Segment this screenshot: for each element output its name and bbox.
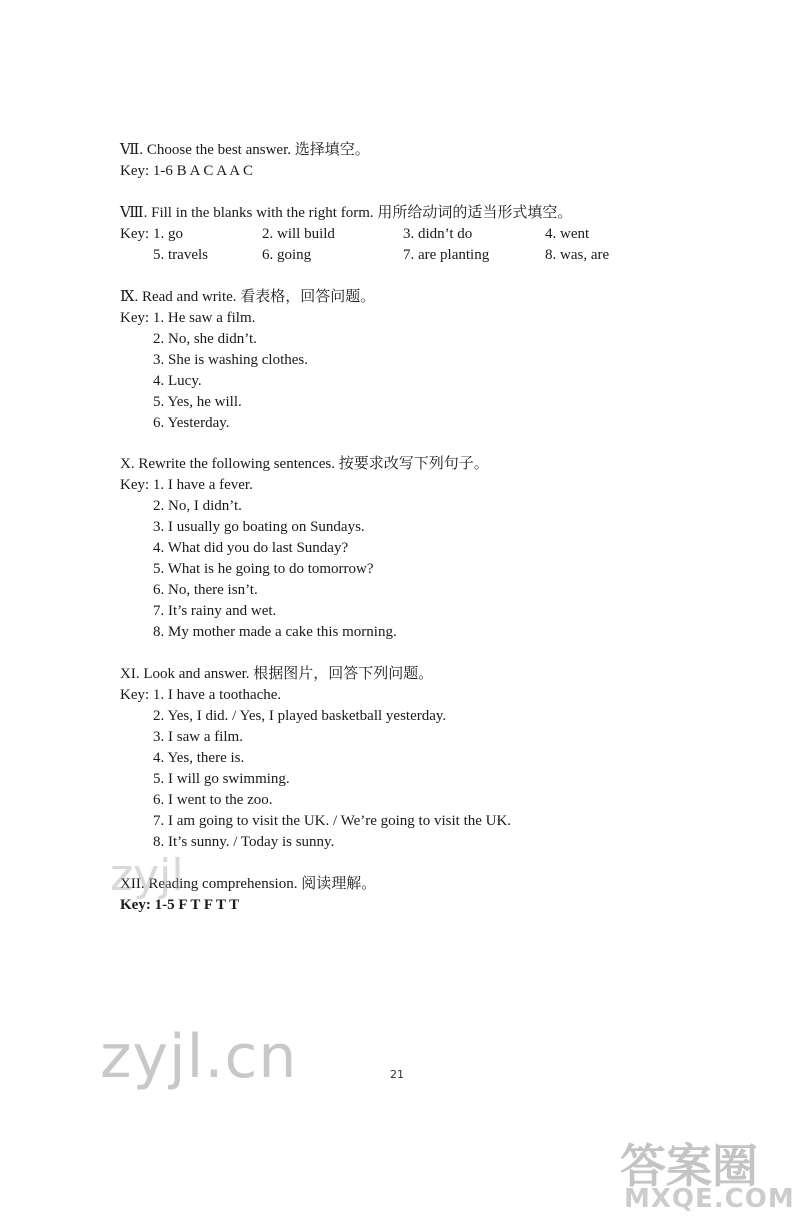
answer-item: 6. going <box>262 247 312 263</box>
answer-item: 1. go <box>153 226 183 242</box>
watermark-zyjl-large: zyjl.cn <box>100 1022 298 1092</box>
answer-key-line: Key: 1. I have a fever. <box>120 477 253 493</box>
watermark-zyjl-small: zyjl <box>110 850 184 901</box>
answer-key-line: Key: 1-5 F T F T T <box>120 897 240 913</box>
section-xii <box>120 874 640 916</box>
answer-item: 4. Lucy. <box>153 373 202 389</box>
answer-item: 8. was, are <box>545 247 610 263</box>
answer-item: 4. went <box>545 226 590 242</box>
section-heading: Ⅸ. Read and write. 看表格，回答问题。 <box>120 289 376 305</box>
answer-item: 5. Yes, he will. <box>153 394 242 410</box>
key-label: Key: <box>120 226 150 242</box>
answer-item: 6. Yesterday. <box>153 415 230 431</box>
section-heading: XII. Reading comprehension. 阅读理解。 <box>120 876 377 892</box>
answer-item: 3. I saw a film. <box>153 729 243 745</box>
section-heading: Ⅶ. Choose the best answer. 选择填空。 <box>120 142 370 158</box>
section-vii <box>120 140 640 182</box>
watermark-brand-url: MXQE.COM <box>624 1184 795 1214</box>
answer-item: 6. I went to the zoo. <box>153 792 273 808</box>
answer-item: 5. travels <box>153 247 208 263</box>
answer-item: 3. She is washing clothes. <box>153 352 308 368</box>
answer-item: 4. What did you do last Sunday? <box>153 540 349 556</box>
section-viii <box>120 203 640 266</box>
section-heading: X. Rewrite the following sentences. 按要求改写下列句子。 <box>120 456 489 472</box>
answer-item: 7. are planting <box>403 247 490 263</box>
answer-item: 8. My mother made a cake this morning. <box>153 624 397 640</box>
answer-key-line: Key: 1-6 B A C A A C <box>120 163 253 179</box>
watermark-brand-logo: 答案圈 <box>620 1139 758 1193</box>
answer-item: 8. It’s sunny. / Today is sunny. <box>153 834 335 850</box>
section-xi <box>120 664 640 853</box>
answer-item: 3. I usually go boating on Sundays. <box>153 519 365 535</box>
answer-key-line: Key: 1. He saw a film. <box>120 310 256 326</box>
answer-row-1 <box>120 224 640 245</box>
answer-item: 5. What is he going to do tomorrow? <box>153 561 374 577</box>
answer-item: 7. I am going to visit the UK. / We’re going to visit the UK. <box>153 813 512 829</box>
section-heading: Ⅷ. Fill in the blanks with the right form. 用所给动词的适当形式填空。 <box>120 205 573 221</box>
answer-item: 2. Yes, I did. / Yes, I played basketball yesterday. <box>153 708 447 724</box>
answer-item: 3. didn’t do <box>403 226 473 242</box>
answer-item: 5. I will go swimming. <box>153 771 290 787</box>
answer-item: 7. It’s rainy and wet. <box>153 603 277 619</box>
answer-item: 2. No, she didn’t. <box>153 331 257 347</box>
page-number: 21 <box>390 1068 404 1081</box>
answer-item: 6. No, there isn’t. <box>153 582 258 598</box>
section-ix <box>120 287 640 434</box>
answer-item: 2. No, I didn’t. <box>153 498 242 514</box>
section-heading: XI. Look and answer. 根据图片，回答下列问题。 <box>120 666 434 682</box>
section-x <box>120 454 640 643</box>
answer-key-line: Key: 1. I have a toothache. <box>120 687 282 703</box>
answer-row-2 <box>120 245 640 266</box>
answer-item: 4. Yes, there is. <box>153 750 245 766</box>
answer-item: 2. will build <box>262 226 335 242</box>
